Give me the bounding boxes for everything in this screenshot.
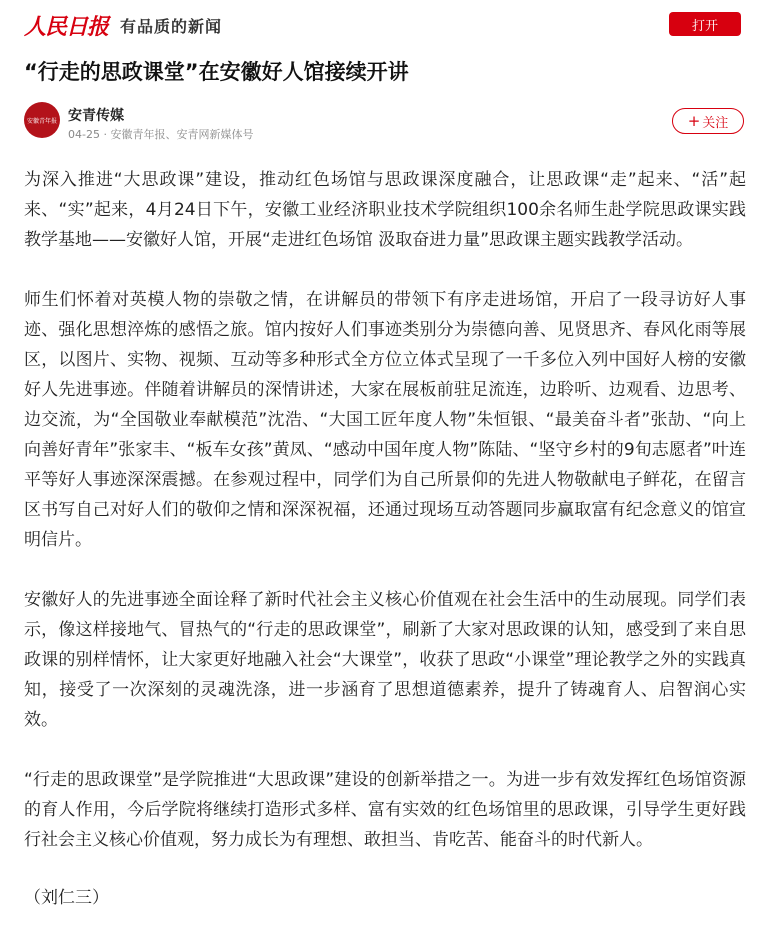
people-daily-logo: 人民日报 [24,14,109,40]
signature: （刘仁三） [24,888,109,908]
article-body [24,165,746,943]
slogan: 有品质的新闻 [120,17,223,36]
paragraph: 师生们怀着对英模人物的崇敬之情，在讲解员的带领下有序走进场馆，开启了一段寻访好人事迹、强化思想淬炼的感悟之旅。馆内按好人们事迹类别分为崇德向善、见贤思齐、春风化雨等展区，以图片、实物、视频、互动等多种形式全方位立体式呈现了一千多位入列中国好人榜的安徽好人先进事迹。伴随着讲解员的深情讲述，大家在展板前驻足流连，边聆听、边观看、边思考、边交流，为“全国敬业奉献模范”沈浩、“大国工匠年度人物”朱恒银、“最美奋斗者”张劼、“向上向善好青年”张家丰、“板车女孩”黄凤、“感动中国年度人物”陈陆、“坚守乡村的9旬志愿者”叶连平等好人事迹深深震撼。在参观过程中，同学们为自己所景仰的先进人物敬献电子鲜花，在留言区书写自己对好人们的敬仰之情和深深祝福，还通过现场互动答题同步赢取富有纪念意义的馆宣明信片。 [24,290,746,550]
avatar[interactable]: 安徽青年报 [24,102,60,138]
open-app-button[interactable]: 打开 [669,12,741,36]
paragraph: “行走的思政课堂”是学院推进“大思政课”建设的创新举措之一。为进一步有效发挥红色场馆资源的育人作用，今后学院将继续打造形式多样、富有实效的红色场馆里的思政课，引导学生更好践行社会主义核心价值观，努力成长为有理想、敢担当、肯吃苦、能奋斗的时代新人。 [24,770,746,850]
brand[interactable] [24,10,222,41]
follow-label: 关注 [702,115,729,131]
plus-icon: + [687,112,701,130]
article-title: “行走的思政课堂”在安徽好人馆接续开讲 [24,60,409,84]
follow-button[interactable] [672,108,744,134]
author-meta: 04-25 · 安徽青年报、安青网新媒体号 [68,128,254,141]
top-bar [0,0,769,48]
author-row [24,102,744,142]
author-name[interactable]: 安青传媒 [68,108,124,124]
paragraph: 为深入推进“大思政课”建设，推动红色场馆与思政课深度融合，让思政课“走”起来、“活”起来、“实”起来，4月24日下午，安徽工业经济职业技术学院组织100余名师生赴学院思政课实践教学基地——安徽好人馆，开展“走进红色场馆 汲取奋进力量”思政课主题实践教学活动。 [24,170,746,250]
paragraph: 安徽好人的先进事迹全面诠释了新时代社会主义核心价值观在社会生活中的生动展现。同学们表示，像这样接地气、冒热气的“行走的思政课堂”，刷新了大家对思政课的认知，感受到了来自思政课的别样情怀，让大家更好地融入社会“大课堂”，收获了思政“小课堂”理论教学之外的实践真知，接受了一次深刻的灵魂洗涤，进一步涵育了思想道德素养，提升了铸魂育人、启智润心实效。 [24,590,746,730]
